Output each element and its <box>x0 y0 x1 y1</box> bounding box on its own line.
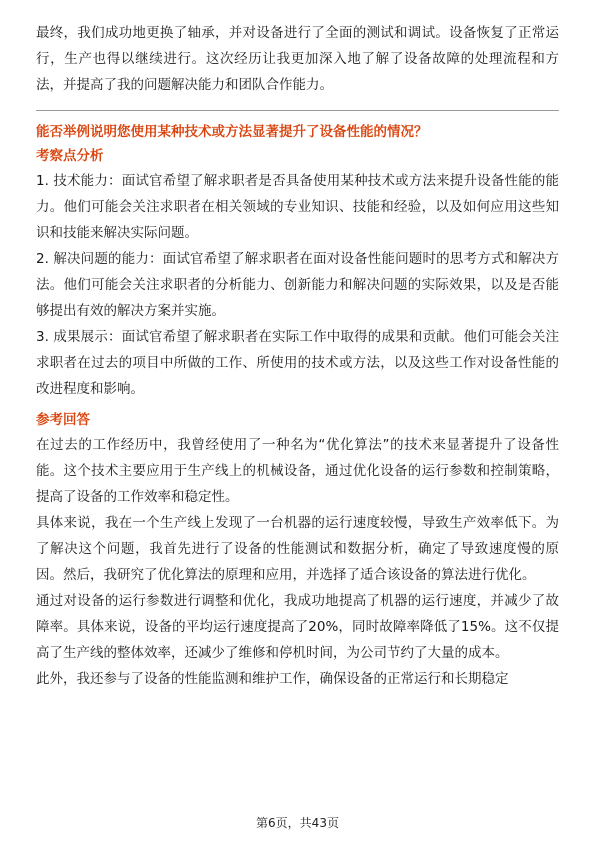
analysis-item-1: 1. 技术能力：面试官希望了解求职者是否具备使用某种技术或方法来提升设备性能的能力。他们可能会关注求职者在相关领域的专业知识、技能和经验，以及如何应用这些知识和技能来解决实际问题。 <box>36 173 559 241</box>
intro-paragraph: 最终，我们成功地更换了轴承，并对设备进行了全面的测试和调试。设备恢复了正常运行，生产也得以继续进行。这次经历让我更加深入地了解了设备故障的处理流程和方法，并提高了我的问题解决能力和团队合作能力。 <box>36 25 559 93</box>
section-divider <box>36 110 559 111</box>
analysis-heading: 考察点分析 <box>36 148 104 164</box>
question-heading: 能否举例说明您使用某种技术或方法显著提升了设备性能的情况？ <box>36 124 428 140</box>
answer-paragraph-3: 通过对设备的运行参数进行调整和优化，我成功地提高了机器的运行速度，并减少了故障率。具体来说，设备的平均运行速度提高了20%，同时故障率降低了15%。这不仅提高了生产线的整体效率，还减少了维修和停机时间，为公司节约了大量的成本。 <box>36 593 559 661</box>
answer-paragraph-4: 此外，我还参与了设备的性能监测和维护工作，确保设备的正常运行和长期稳定 <box>36 671 509 687</box>
analysis-item-3: 3. 成果展示：面试官希望了解求职者在实际工作中取得的成果和贡献。他们可能会关注求职者在过去的项目中所做的工作、所使用的技术或方法，以及这些工作对设备性能的改进程度和影响。 <box>36 329 559 397</box>
page-content <box>36 20 559 692</box>
answer-heading: 参考回答 <box>36 412 90 428</box>
analysis-item-2: 2. 解决问题的能力：面试官希望了解求职者在面对设备性能问题时的思考方式和解决方法。他们可能会关注求职者的分析能力、创新能力和解决问题的实际效果，以及是否能够提出有效的解决方案并实施。 <box>36 251 559 319</box>
answer-paragraph-1: 在过去的工作经历中，我曾经使用了一种名为“优化算法”的技术来显著提升了设备性能。这个技术主要应用于生产线上的机械设备，通过优化设备的运行参数和控制策略，提高了设备的工作效率和稳定性。 <box>36 437 559 505</box>
page-footer: 第6页，共43页 <box>256 816 339 830</box>
answer-paragraph-2: 具体来说，我在一个生产线上发现了一台机器的运行速度较慢，导致生产效率低下。为了解决这个问题，我首先进行了设备的性能测试和数据分析，确定了导致速度慢的原因。然后，我研究了优化算法的原理和应用，并选择了适合该设备的算法进行优化。 <box>36 515 559 583</box>
